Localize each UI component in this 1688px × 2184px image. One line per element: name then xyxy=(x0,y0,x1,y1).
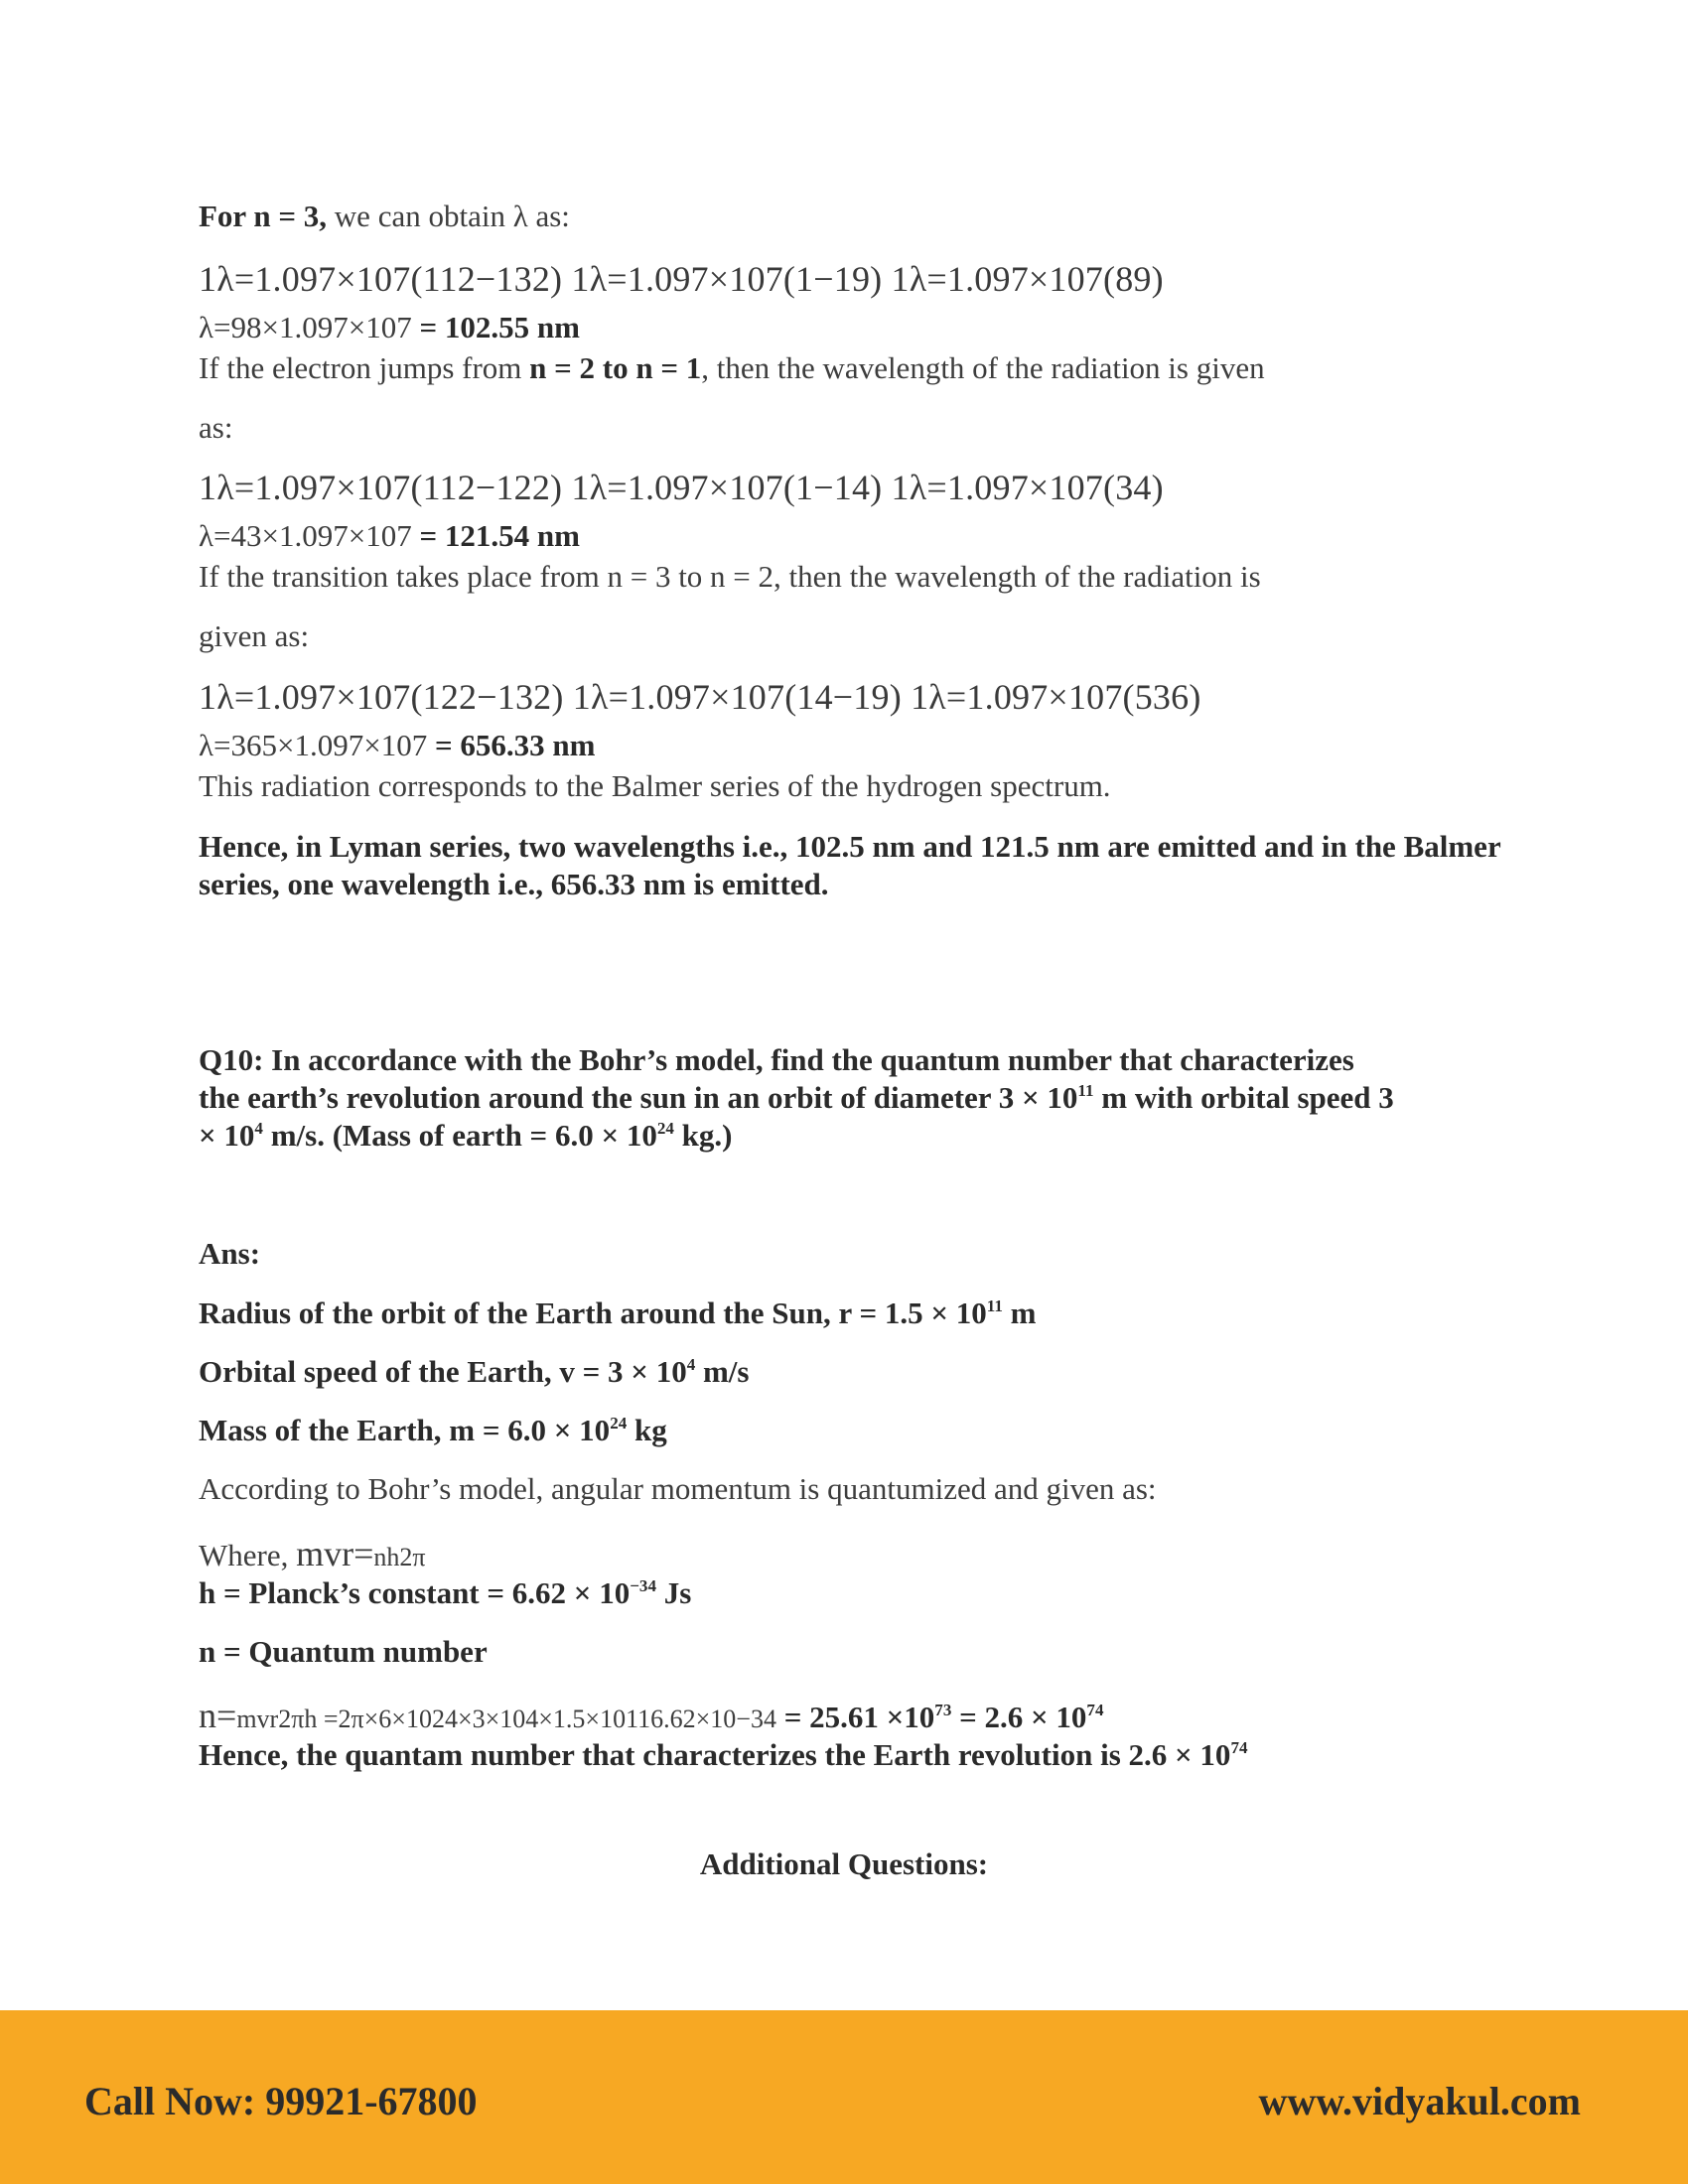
mass-exponent: 24 xyxy=(610,1414,628,1433)
radius-text: Radius of the orbit of the Earth around the Sun, r = 1.5 × 10 xyxy=(199,1296,987,1330)
conclusion-paragraph: Hence, in Lyman series, two wavelengths i.e., 102.5 nm and 121.5 nm are emitted and in the Balmer series, one wavelength i.e., 656.33 nm is emitted. xyxy=(199,829,1501,901)
equation-3: 1λ=1.097×107(112−122) 1λ=1.097×107(1−14) 1λ=1.097×107(34) xyxy=(199,468,1164,507)
bohr-text: According to Bohr’s model, angular momentum is quantumized and given as: xyxy=(199,1471,1157,1506)
q10-line-1: Q10: In accordance with the Bohr’s model, find the quantum number that characterizes xyxy=(199,1042,1354,1077)
equation-4-lhs: λ=43×1.097×107 xyxy=(199,518,412,553)
jump-text-1: If the electron jumps from xyxy=(199,350,530,385)
radius-exponent: 11 xyxy=(986,1297,1003,1316)
speed-line xyxy=(199,1354,749,1390)
q10-line-2-b: m with orbital speed 3 xyxy=(1093,1080,1394,1115)
equation-6-result: = 656.33 nm xyxy=(427,728,596,762)
final-answer-text: Hence, the quantam number that characterizes the Earth revolution is 2.6 × 10 xyxy=(199,1737,1231,1772)
final-answer-exponent: 74 xyxy=(1230,1738,1248,1758)
equation-4 xyxy=(199,518,580,554)
speed-exponent: 4 xyxy=(686,1355,696,1375)
radius-line xyxy=(199,1296,1036,1331)
equation-6 xyxy=(199,728,595,763)
planck-exponent: −34 xyxy=(630,1576,656,1596)
where-rhs: nh2π xyxy=(373,1543,426,1571)
q10-exponent: 24 xyxy=(656,1119,674,1139)
q10-line-3-a: × 10 xyxy=(199,1118,255,1153)
q10-line-3 xyxy=(199,1118,733,1154)
mass-line xyxy=(199,1413,667,1448)
jump-line-cont: as: xyxy=(199,410,233,445)
equation-6-lhs: λ=365×1.097×107 xyxy=(199,728,428,762)
website-link[interactable]: www.vidyakul.com xyxy=(1258,2079,1581,2123)
n-eq-lhs: n= xyxy=(199,1696,237,1735)
footer-banner xyxy=(0,2010,1688,2184)
call-now-text[interactable]: Call Now: 99921-67800 xyxy=(84,2079,478,2123)
q10-line-3-b: m/s. (Mass of earth = 6.0 × 10 xyxy=(262,1118,657,1153)
where-mvr: mvr= xyxy=(296,1534,374,1573)
transition-line: If the transition takes place from n = 3 to n = 2, then the wavelength of the radiation is xyxy=(199,559,1261,594)
ans-label: Ans: xyxy=(199,1236,261,1271)
planck-unit: Js xyxy=(655,1575,692,1610)
n-definition: n = Quantum number xyxy=(199,1634,488,1669)
q10-line-3-c: kg.) xyxy=(673,1118,733,1153)
speed-text: Orbital speed of the Earth, v = 3 × 10 xyxy=(199,1354,687,1389)
equation-2-result: = 102.55 nm xyxy=(411,310,580,344)
jump-bold: n = 2 to n = 1 xyxy=(529,350,702,385)
balmer-text: This radiation corresponds to the Balmer series of the hydrogen spectrum. xyxy=(199,768,1111,803)
intro-bold: For n = 3, xyxy=(199,199,328,233)
speed-unit: m/s xyxy=(695,1354,750,1389)
equation-2 xyxy=(199,310,580,345)
planck-line xyxy=(199,1575,691,1611)
where-line xyxy=(199,1533,426,1574)
intro-line xyxy=(199,199,570,234)
final-answer xyxy=(199,1737,1247,1773)
equation-4-result: = 121.54 nm xyxy=(411,518,580,553)
q10-exponent: 4 xyxy=(254,1119,263,1139)
additional-questions-heading: Additional Questions: xyxy=(699,1846,989,1881)
q10-line-2-a: the earth’s revolution around the sun in an orbit of diameter 3 × 10 xyxy=(199,1080,1078,1115)
intro-rest: we can obtain λ as: xyxy=(327,199,570,233)
n-eq-result-1: = 25.61 ×10 xyxy=(775,1700,935,1734)
n-eq-exponent-2: 74 xyxy=(1086,1701,1104,1720)
radius-unit: m xyxy=(1002,1296,1037,1330)
equation-1: 1λ=1.097×107(112−132) 1λ=1.097×107(1−19) 1λ=1.097×107(89) xyxy=(199,259,1164,299)
equation-2-lhs: λ=98×1.097×107 xyxy=(199,310,412,344)
q10-exponent: 11 xyxy=(1077,1081,1094,1101)
transition-line-cont: given as: xyxy=(199,618,310,653)
jump-text-2: , then the wavelength of the radiation is given xyxy=(701,350,1265,385)
q10-line-2 xyxy=(199,1080,1394,1116)
mass-text: Mass of the Earth, m = 6.0 × 10 xyxy=(199,1413,611,1447)
where-label: Where, xyxy=(199,1538,297,1572)
equation-5: 1λ=1.097×107(122−132) 1λ=1.097×107(14−19) 1λ=1.097×107(536) xyxy=(199,677,1201,717)
mass-unit: kg xyxy=(627,1413,667,1447)
n-eq-exponent-1: 73 xyxy=(934,1701,952,1720)
n-equation xyxy=(199,1695,1103,1736)
n-eq-fraction: mvr2πh =2π×6×1024×3×104×1.5×10116.62×10−34 xyxy=(236,1705,776,1733)
jump-line xyxy=(199,350,1265,386)
n-eq-result-2: = 2.6 × 10 xyxy=(951,1700,1087,1734)
planck-text: h = Planck’s constant = 6.62 × 10 xyxy=(199,1575,631,1610)
